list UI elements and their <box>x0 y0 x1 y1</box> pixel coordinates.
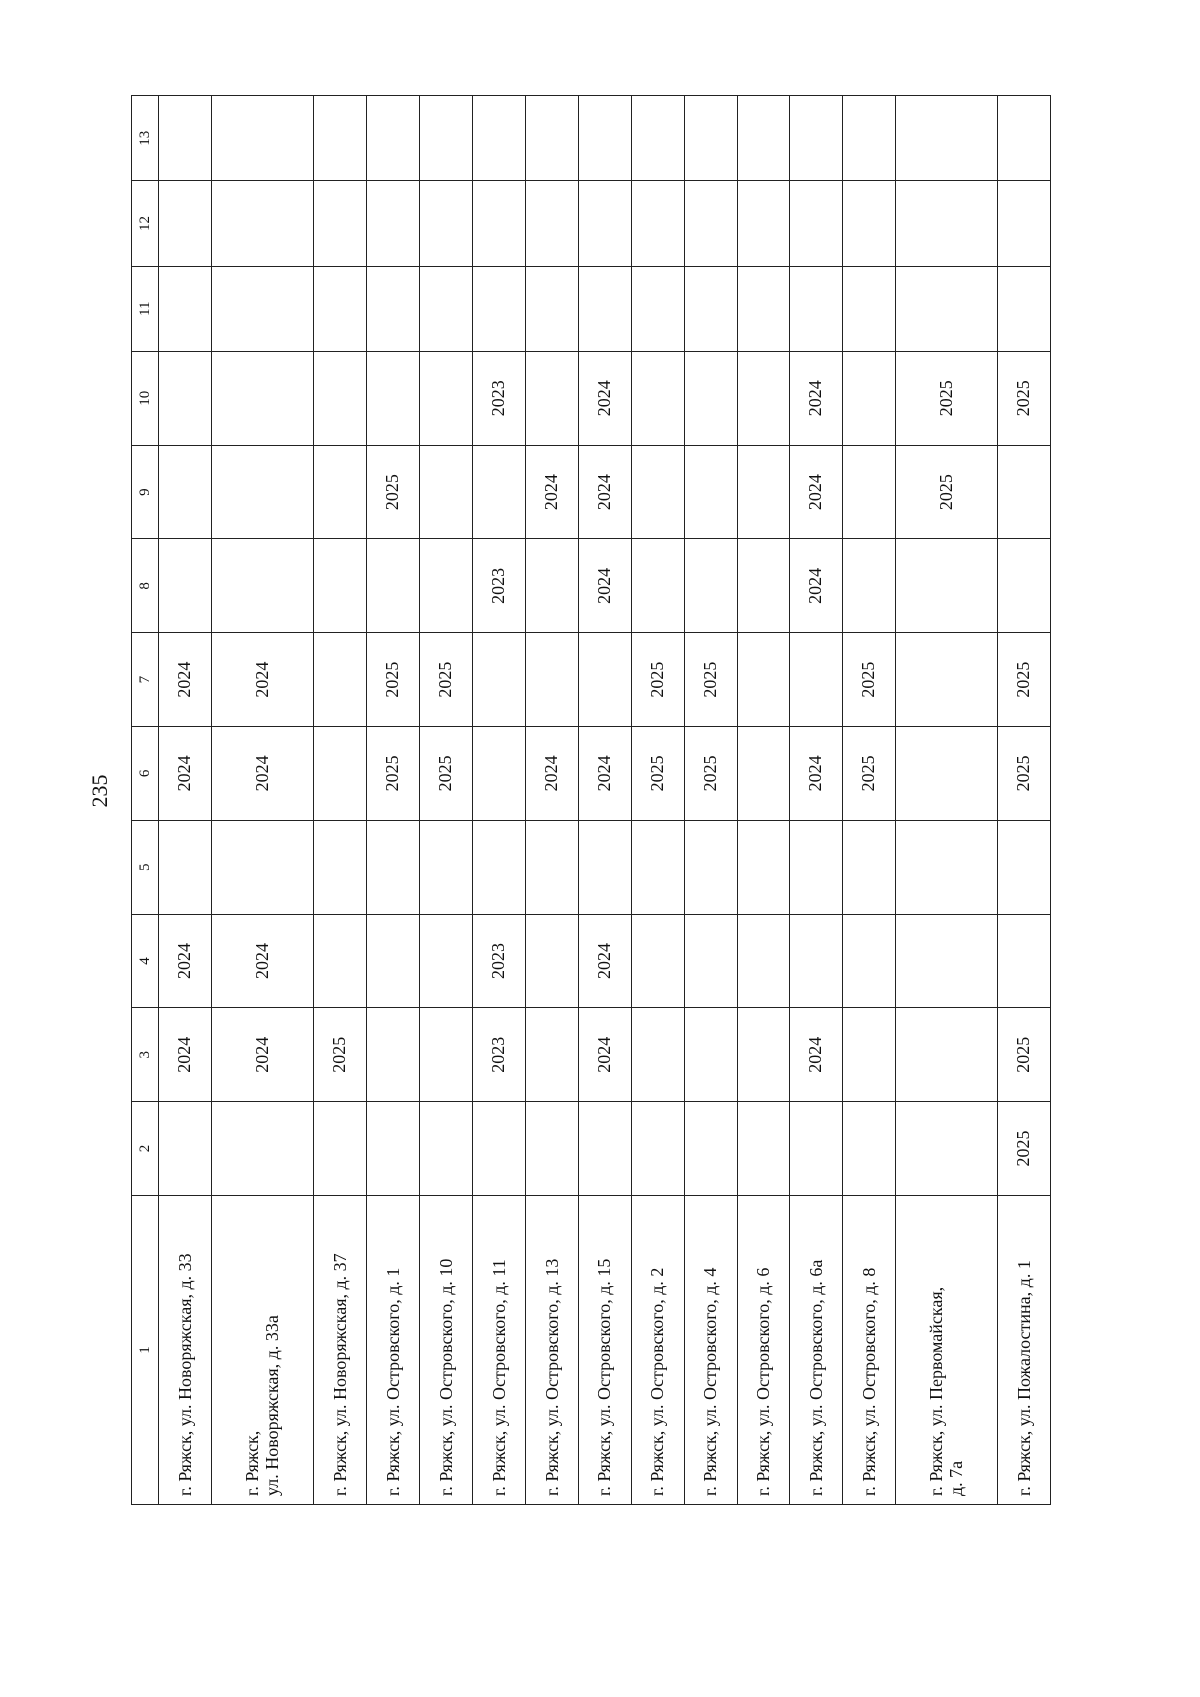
year-cell <box>895 539 997 633</box>
table-row <box>578 96 631 1505</box>
year-cell <box>419 181 472 266</box>
year-cell <box>737 914 789 1008</box>
column-number-8: 8 <box>132 539 159 633</box>
year-cell <box>842 914 895 1008</box>
year-cell <box>314 445 367 539</box>
year-cell: 2023 <box>472 914 525 1008</box>
table-row <box>366 96 419 1505</box>
year-cell <box>366 96 419 181</box>
year-cell <box>159 96 212 181</box>
rotated-table-wrapper <box>131 95 1051 1505</box>
year-cell: 2024 <box>211 633 313 727</box>
year-cell: 2025 <box>997 351 1050 445</box>
year-cell <box>419 1008 472 1102</box>
column-number-3: 3 <box>132 1008 159 1102</box>
year-cell <box>895 633 997 727</box>
year-cell: 2024 <box>578 914 631 1008</box>
year-cell <box>842 181 895 266</box>
year-cell <box>419 1102 472 1196</box>
year-cell: 2024 <box>578 445 631 539</box>
year-cell <box>314 539 367 633</box>
year-cell <box>159 181 212 266</box>
year-cell <box>472 96 525 181</box>
table-row <box>842 96 895 1505</box>
year-cell <box>366 181 419 266</box>
column-number-10: 10 <box>132 351 159 445</box>
year-cell: 2025 <box>842 633 895 727</box>
year-cell <box>211 181 313 266</box>
address-cell: г. Ряжск, ул. Островского, д. 8 <box>842 1195 895 1504</box>
year-cell <box>314 914 367 1008</box>
address-cell: г. Ряжск, ул. Первомайская, д. 7а <box>895 1195 997 1504</box>
year-cell <box>842 1102 895 1196</box>
year-cell: 2025 <box>684 727 737 821</box>
address-cell: г. Ряжск, ул. Островского, д. 10 <box>419 1195 472 1504</box>
year-cell <box>314 266 367 351</box>
year-cell: 2025 <box>997 1102 1050 1196</box>
address-cell: г. Ряжск, ул. Пожалостина, д. 1 <box>997 1195 1050 1504</box>
table-row <box>472 96 525 1505</box>
table-row <box>895 96 997 1505</box>
address-cell: г. Ряжск, ул. Островского, д. 13 <box>525 1195 578 1504</box>
year-cell: 2024 <box>578 351 631 445</box>
year-cell: 2024 <box>211 914 313 1008</box>
year-cell <box>578 633 631 727</box>
table-row <box>419 96 472 1505</box>
column-number-13: 13 <box>132 96 159 181</box>
year-cell <box>211 445 313 539</box>
year-cell <box>314 820 367 914</box>
year-cell <box>997 820 1050 914</box>
year-cell <box>211 266 313 351</box>
year-cell: 2025 <box>366 633 419 727</box>
year-cell <box>895 181 997 266</box>
year-cell <box>159 445 212 539</box>
year-cell <box>895 727 997 821</box>
year-cell <box>472 727 525 821</box>
year-cell <box>366 1102 419 1196</box>
year-cell <box>314 351 367 445</box>
year-cell <box>159 820 212 914</box>
year-cell <box>895 914 997 1008</box>
year-cell <box>789 181 842 266</box>
year-cell <box>737 445 789 539</box>
column-number-1: 1 <box>132 1195 159 1504</box>
year-cell <box>684 820 737 914</box>
year-cell <box>159 266 212 351</box>
column-number-4: 4 <box>132 914 159 1008</box>
year-cell <box>578 266 631 351</box>
year-cell <box>472 820 525 914</box>
address-cell: г. Ряжск, ул. Островского, д. 6а <box>789 1195 842 1504</box>
year-cell <box>997 445 1050 539</box>
year-cell <box>159 351 212 445</box>
year-cell <box>631 181 684 266</box>
year-cell <box>578 820 631 914</box>
year-cell <box>789 914 842 1008</box>
table-row <box>789 96 842 1505</box>
address-cell: г. Ряжск, ул. Новоряжская, д. 33а <box>211 1195 313 1504</box>
year-cell: 2025 <box>997 633 1050 727</box>
year-cell <box>419 266 472 351</box>
year-cell <box>789 1102 842 1196</box>
year-cell <box>997 96 1050 181</box>
year-cell: 2024 <box>578 539 631 633</box>
column-number-6: 6 <box>132 727 159 821</box>
year-cell <box>684 96 737 181</box>
year-cell <box>737 351 789 445</box>
year-cell <box>419 820 472 914</box>
year-cell: 2024 <box>789 445 842 539</box>
year-cell <box>842 1008 895 1102</box>
year-cell <box>366 266 419 351</box>
address-cell: г. Ряжск, ул. Островского, д. 11 <box>472 1195 525 1504</box>
table-row <box>211 96 313 1505</box>
year-cell <box>314 727 367 821</box>
year-cell <box>842 96 895 181</box>
year-cell <box>525 266 578 351</box>
year-cell <box>314 633 367 727</box>
year-cell: 2025 <box>366 445 419 539</box>
year-cell <box>419 445 472 539</box>
column-number-11: 11 <box>132 266 159 351</box>
year-cell <box>789 266 842 351</box>
year-cell: 2024 <box>211 1008 313 1102</box>
year-cell <box>472 181 525 266</box>
year-cell <box>895 96 997 181</box>
year-cell: 2024 <box>578 1008 631 1102</box>
schedule-table <box>131 95 1051 1505</box>
year-cell <box>737 633 789 727</box>
address-cell: г. Ряжск, ул. Новоряжская, д. 37 <box>314 1195 367 1504</box>
year-cell <box>997 539 1050 633</box>
year-cell <box>525 351 578 445</box>
table-row <box>684 96 737 1505</box>
column-number-12: 12 <box>132 181 159 266</box>
year-cell <box>211 96 313 181</box>
address-cell: г. Ряжск, ул. Островского, д. 1 <box>366 1195 419 1504</box>
table-row <box>631 96 684 1505</box>
address-cell: г. Ряжск, ул. Островского, д. 6 <box>737 1195 789 1504</box>
year-cell <box>842 539 895 633</box>
year-cell: 2024 <box>789 727 842 821</box>
year-cell <box>997 266 1050 351</box>
year-cell <box>366 914 419 1008</box>
column-number-5: 5 <box>132 820 159 914</box>
address-cell: г. Ряжск, ул. Новоряжская, д. 33 <box>159 1195 212 1504</box>
year-cell <box>684 1008 737 1102</box>
year-cell <box>631 914 684 1008</box>
year-cell <box>472 266 525 351</box>
year-cell <box>789 820 842 914</box>
year-cell: 2025 <box>842 727 895 821</box>
year-cell <box>631 539 684 633</box>
year-cell <box>631 266 684 351</box>
year-cell <box>737 181 789 266</box>
year-cell: 2023 <box>472 1008 525 1102</box>
address-cell: г. Ряжск, ул. Островского, д. 2 <box>631 1195 684 1504</box>
year-cell <box>737 96 789 181</box>
year-cell: 2024 <box>525 727 578 821</box>
year-cell <box>472 445 525 539</box>
year-cell: 2023 <box>472 351 525 445</box>
table-row <box>997 96 1050 1505</box>
year-cell: 2025 <box>631 633 684 727</box>
year-cell <box>578 96 631 181</box>
year-cell: 2024 <box>789 351 842 445</box>
year-cell <box>842 266 895 351</box>
year-cell <box>684 181 737 266</box>
year-cell <box>366 351 419 445</box>
year-cell <box>631 351 684 445</box>
year-cell <box>895 266 997 351</box>
year-cell: 2023 <box>472 539 525 633</box>
table-row <box>525 96 578 1505</box>
year-cell <box>314 96 367 181</box>
year-cell <box>525 633 578 727</box>
year-cell <box>366 820 419 914</box>
year-cell <box>314 1102 367 1196</box>
year-cell <box>525 539 578 633</box>
year-cell <box>631 96 684 181</box>
year-cell <box>419 351 472 445</box>
year-cell: 2025 <box>419 727 472 821</box>
year-cell <box>366 1008 419 1102</box>
address-cell: г. Ряжск, ул. Островского, д. 4 <box>684 1195 737 1504</box>
year-cell <box>789 633 842 727</box>
year-cell <box>684 266 737 351</box>
year-cell <box>684 914 737 1008</box>
year-cell <box>525 1102 578 1196</box>
year-cell: 2024 <box>159 727 212 821</box>
page-number: 235 <box>87 774 112 808</box>
year-cell <box>842 820 895 914</box>
year-cell <box>525 181 578 266</box>
year-cell: 2024 <box>211 727 313 821</box>
year-cell <box>631 445 684 539</box>
year-cell <box>211 1102 313 1196</box>
table-row <box>314 96 367 1505</box>
address-cell: г. Ряжск, ул. Островского, д. 15 <box>578 1195 631 1504</box>
year-cell <box>159 539 212 633</box>
year-cell <box>314 181 367 266</box>
year-cell <box>525 820 578 914</box>
year-cell <box>895 820 997 914</box>
column-number-7: 7 <box>132 633 159 727</box>
year-cell <box>419 914 472 1008</box>
year-cell <box>737 266 789 351</box>
year-cell <box>895 1008 997 1102</box>
year-cell: 2025 <box>419 633 472 727</box>
year-cell <box>737 820 789 914</box>
year-cell <box>419 96 472 181</box>
year-cell <box>525 914 578 1008</box>
year-cell <box>211 351 313 445</box>
year-cell <box>631 1008 684 1102</box>
year-cell <box>525 96 578 181</box>
year-cell <box>684 539 737 633</box>
year-cell: 2024 <box>159 1008 212 1102</box>
year-cell: 2025 <box>997 1008 1050 1102</box>
year-cell <box>737 539 789 633</box>
year-cell <box>211 539 313 633</box>
year-cell <box>684 1102 737 1196</box>
year-cell: 2024 <box>789 1008 842 1102</box>
year-cell: 2025 <box>366 727 419 821</box>
year-cell: 2024 <box>789 539 842 633</box>
year-cell: 2024 <box>159 633 212 727</box>
year-cell <box>842 445 895 539</box>
year-cell <box>842 351 895 445</box>
year-cell <box>578 1102 631 1196</box>
year-cell <box>684 351 737 445</box>
year-cell <box>684 445 737 539</box>
year-cell <box>631 1102 684 1196</box>
year-cell <box>737 1102 789 1196</box>
year-cell: 2025 <box>895 351 997 445</box>
year-cell <box>472 633 525 727</box>
year-cell <box>737 1008 789 1102</box>
header-row <box>132 96 159 1505</box>
year-cell <box>525 1008 578 1102</box>
year-cell: 2024 <box>578 727 631 821</box>
year-cell <box>997 181 1050 266</box>
year-cell <box>737 727 789 821</box>
year-cell <box>789 96 842 181</box>
table-row <box>737 96 789 1505</box>
year-cell <box>472 1102 525 1196</box>
table-body <box>132 96 1051 1505</box>
year-cell: 2025 <box>895 445 997 539</box>
column-number-2: 2 <box>132 1102 159 1196</box>
year-cell <box>366 539 419 633</box>
year-cell <box>895 1102 997 1196</box>
year-cell <box>159 1102 212 1196</box>
year-cell <box>578 181 631 266</box>
year-cell <box>997 914 1050 1008</box>
year-cell <box>631 820 684 914</box>
year-cell <box>211 820 313 914</box>
table-row <box>159 96 212 1505</box>
year-cell: 2024 <box>525 445 578 539</box>
year-cell: 2024 <box>159 914 212 1008</box>
column-number-9: 9 <box>132 445 159 539</box>
year-cell: 2025 <box>631 727 684 821</box>
year-cell: 2025 <box>314 1008 367 1102</box>
year-cell: 2025 <box>997 727 1050 821</box>
year-cell <box>419 539 472 633</box>
year-cell: 2025 <box>684 633 737 727</box>
